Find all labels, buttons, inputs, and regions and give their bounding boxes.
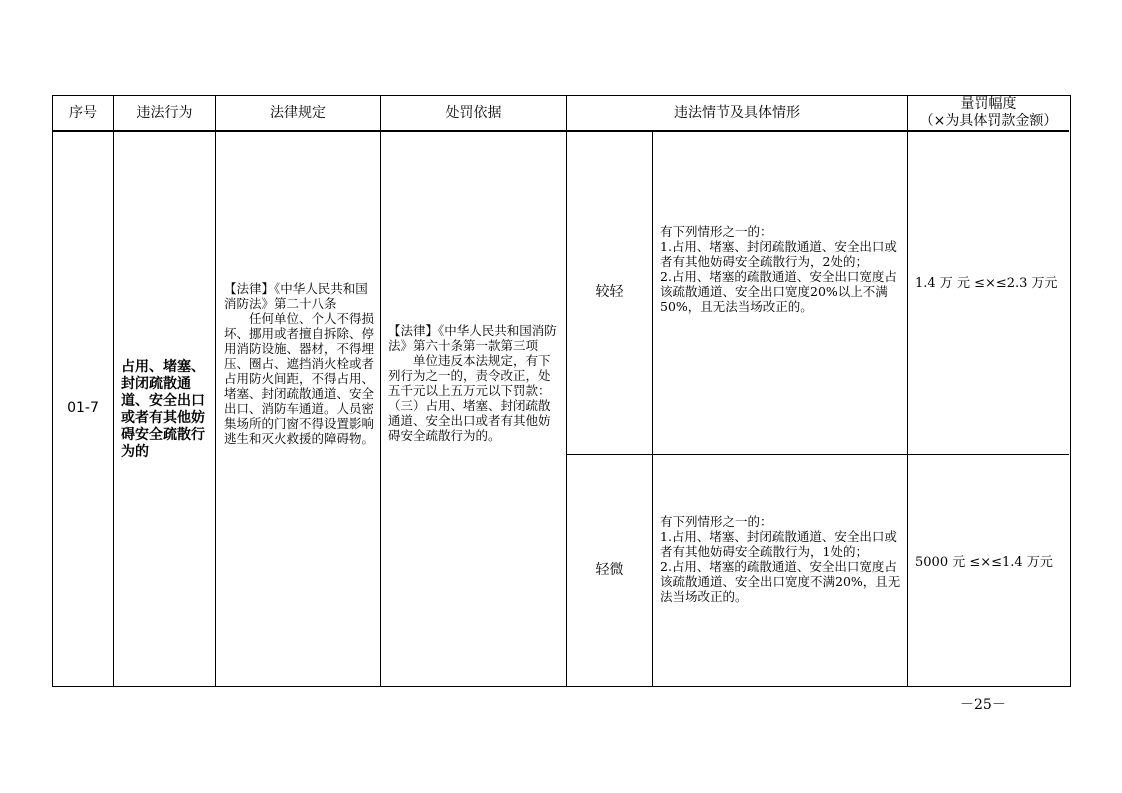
- level-minor-description: 有下列情形之一的： 1.占用、堵塞、封闭疏散通道、安全出口或者有其他妨碍安全疏散行为，2处的； 2.占用、堵塞的疏散通道、安全出口宽度占该疏散通道、安全出口宽度20%以上不满50%，且无法当场改正的。: [660, 224, 897, 314]
- header-range: [908, 96, 1069, 130]
- basis-body: 单位违反本法规定，有下列行为之一的，责令改正，处五千元以上五万元以下罚款：（三）占用、堵塞、封闭疏散通道、安全出口或者有其他妨碍安全疏散行为的。: [388, 353, 551, 443]
- law-body: 任何单位、个人不得损坏、挪用或者擅自拆除、停用消防设施、器材，不得埋压、圈占、遮挡消火栓或者占用防火间距，不得占用、堵塞、封闭疏散通道、安全出口、消防车通道。人员密集场所的门窗不得设置影响逃生和灭火救援的障碍物。: [224, 311, 375, 446]
- level-slight: 轻微: [595, 562, 624, 578]
- row-act: 占用、堵塞、封闭疏散通道、安全出口或者有其他妨碍安全疏散行为的: [121, 359, 205, 460]
- header-range-line2: （×为具体罚款金额）: [919, 113, 1058, 129]
- col-divider-2: [215, 96, 216, 686]
- penalty-table: [52, 95, 1071, 687]
- header-law: 法律规定: [270, 104, 326, 121]
- law-title: 【法律】《中华人民共和国消防法》第二十八条: [224, 281, 368, 311]
- header-range-line1: 量罚幅度: [960, 96, 1017, 112]
- col-divider-3: [380, 96, 381, 686]
- row-law: [224, 281, 374, 446]
- level-slight-description: 有下列情形之一的： 1.占用、堵塞、封闭疏散通道、安全出口或者有其他妨碍安全疏散行为，1处的； 2.占用、堵塞的疏散通道、安全出口宽度占该疏散通道、安全出口宽度不满20%，且无法当场改正的。: [660, 514, 901, 604]
- row-basis: [388, 323, 560, 443]
- basis-title: 【法律】《中华人民共和国消防法》第六十条第一款第三项: [388, 323, 557, 353]
- row-seq: 01-7: [67, 400, 99, 416]
- col-divider-5: [652, 130, 653, 686]
- header-act: 违法行为: [136, 104, 193, 121]
- level-minor-range: 1.4 万 元 ≤×≤2.3 万元: [915, 276, 1058, 291]
- header-circumstance: 违法情节及具体情形: [674, 104, 800, 121]
- page-number: －25－: [960, 697, 1006, 713]
- col-divider-6: [907, 96, 908, 686]
- level-slight-range: 5000 元 ≤×≤1.4 万元: [915, 555, 1053, 570]
- header-basis: 处罚依据: [445, 104, 502, 121]
- level-minor: 较轻: [595, 284, 624, 300]
- col-divider-1: [113, 96, 114, 686]
- header-seq: 序号: [69, 104, 97, 121]
- header-divider: [53, 130, 1069, 132]
